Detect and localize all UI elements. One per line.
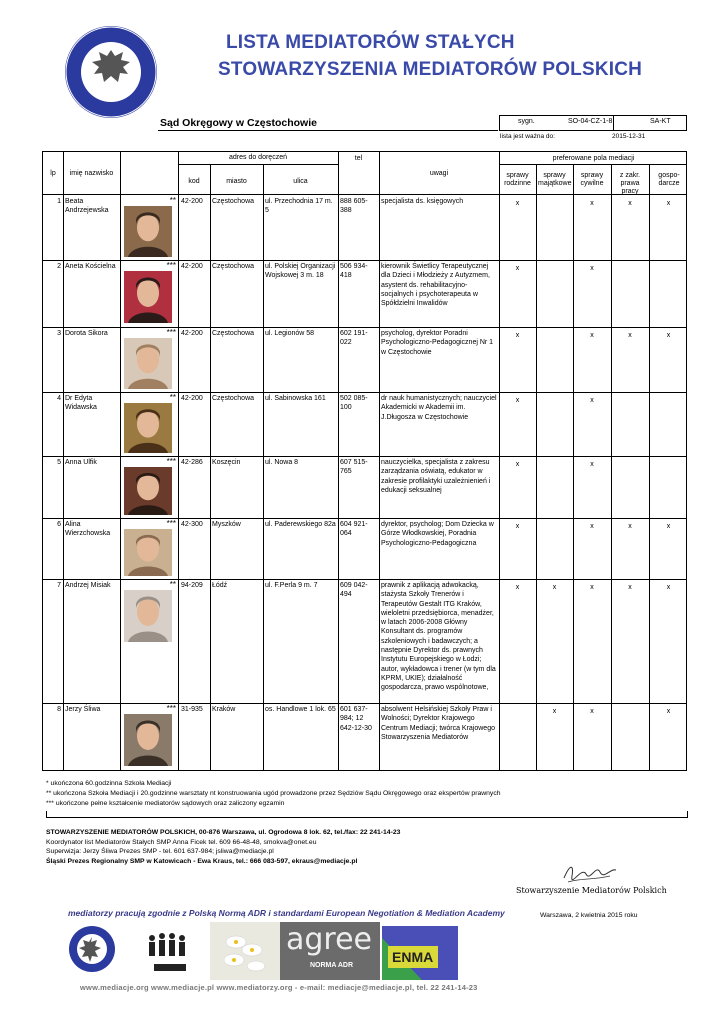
row-miasto: Częstochowa <box>212 263 255 270</box>
row-divider <box>43 260 686 261</box>
row-stars: ** <box>169 580 176 589</box>
row-stars: ** <box>169 196 176 205</box>
row-mark-3: x <box>590 200 594 207</box>
valid-label: lista jest ważna do: <box>500 133 555 140</box>
row-mark-5: x <box>666 523 671 530</box>
notes-divider <box>46 811 688 818</box>
row-mark-3: x <box>590 461 594 468</box>
row-mark-3: x <box>590 332 594 339</box>
row-name: Aneta Kościelna <box>65 263 116 270</box>
mediators-table <box>42 151 687 771</box>
row-kod: 42-200 <box>181 263 203 270</box>
row-miasto: Łódź <box>212 582 228 589</box>
row-lp: 5 <box>57 459 61 466</box>
header-pref-business: gospo- darcze <box>658 172 680 187</box>
row-mark-1: x <box>515 265 520 272</box>
row-lp: 2 <box>57 263 61 270</box>
row-tel: 604 921-064 <box>340 521 368 538</box>
row-uwagi: prawnik z aplikacją adwokacką, stażysta Szkoły Trenerów i Terapeutów Gestalt ITG Kraków, wieloletni przedsiębiorca, menadżer, w latach 2006-2008 Główny Konsultant ds. programów szkoleniowych i badawczych; a następnie Dyrektor ds. prawnych Instytutu Europejskiego w Łodzi; autor, wykładowca i trener (w tym dla KPRM, UKIE); działalność gospodarcza, prawo wspólnotowe, <box>381 582 496 692</box>
row-divider <box>43 579 686 580</box>
header-preferred-group: preferowane pola mediacji <box>552 155 635 162</box>
header-ulica: ulica <box>293 178 308 185</box>
sygn-value: SO-04-CZ-1-8 <box>568 118 613 125</box>
norma-text: NORMA ADR <box>310 962 354 969</box>
row-miasto: Myszków <box>212 521 241 528</box>
agree-text: agree <box>286 922 373 957</box>
row-mark-3: x <box>590 708 594 715</box>
row-stars: *** <box>166 328 176 337</box>
signature-box <box>499 115 687 131</box>
row-kod: 42-286 <box>181 459 203 466</box>
row-stars: *** <box>166 519 176 528</box>
row-mark-1: x <box>515 397 520 404</box>
row-tel: 506 934-418 <box>340 263 368 280</box>
row-tel: 502 085-100 <box>340 395 368 412</box>
row-name: Jerzy Śliwa <box>65 706 101 713</box>
standards-banner: mediatorzy pracują zgodnie z Polską Normą ADR i standardami European Negotiation & Mediation Academy <box>68 908 505 918</box>
row-mark-4: x <box>628 523 632 530</box>
row-stars: *** <box>166 261 176 270</box>
row-mark-1: x <box>515 200 520 207</box>
row-miasto: Częstochowa <box>212 330 255 337</box>
contact-line-1: STOWARZYSZENIE MEDIATORÓW POLSKICH, 00-876 Warszawa, ul. Ogrodowa 8 lok. 62, tel./fax: 22 241-14-23 <box>46 829 401 836</box>
row-name: Andrzej Misiak <box>65 582 111 589</box>
row-lp: 3 <box>57 330 61 337</box>
mediator-photo <box>124 529 172 576</box>
row-ulica: ul. F.Perla 9 m. 7 <box>265 582 318 589</box>
row-mark-3: x <box>590 397 594 404</box>
contact-line-2: Koordynator list Mediatorów Stałych SMP Anna Ficek tel. 609 66-48-48, smokva@onet.eu <box>46 838 317 846</box>
mediator-photo <box>124 206 172 257</box>
header-kod: kod <box>188 178 200 185</box>
header-name: imię nazwisko <box>69 170 114 177</box>
header-address-group: adres do doręczeń <box>229 154 287 161</box>
header-pref-civil: sprawy cywilne <box>580 172 604 187</box>
footnote-2: ** ukończona Szkoła Mediacji i 20.godzinne warsztaty nt konstruowania ugód prowadzone przez Sędziów Sądu Okręgowego oraz ekspertów prawnych <box>46 790 501 797</box>
row-stars: *** <box>166 704 176 713</box>
row-uwagi: dyrektor, psycholog; Dom Dziecka w Górze Włodkowskiej, Poradnia Psychologiczno-Pedagogiczna <box>381 521 494 547</box>
row-name: Dr Edyta Widawska <box>65 395 97 412</box>
row-mark-3: x <box>590 265 594 272</box>
row-ulica: ul. Legionów 58 <box>265 330 315 337</box>
row-miasto: Kraków <box>212 706 236 713</box>
court-underline <box>158 130 498 131</box>
mediator-photo <box>124 467 172 515</box>
contact-line-3: Superwizja: Jerzy Śliwa Prezes SMP - tel. 601 637-984; jsliwa@mediacje.pl <box>46 848 274 855</box>
row-divider <box>43 327 686 328</box>
row-mark-4: x <box>628 332 632 339</box>
row-name: Alina Wierzchowska <box>65 521 111 538</box>
sygn-label: sygn. <box>518 118 535 125</box>
contact-line-4: Śląski Prezes Regionalny SMP w Katowicach - Ewa Kraus, tel.: 666 083-597, ekraus@mediacje.pl <box>46 857 358 865</box>
row-kod: 94-209 <box>181 582 203 589</box>
row-stars: ** <box>169 393 176 402</box>
row-kod: 42-200 <box>181 198 203 205</box>
row-uwagi: psycholog, dyrektor Poradni Psychologiczno-Pedagogicznej Nr 1 w Częstochowie <box>381 330 494 356</box>
mediator-photo <box>124 338 172 389</box>
row-ulica: ul. Sabinowska 161 <box>265 395 326 402</box>
enma-logo <box>382 918 458 980</box>
row-mark-1: x <box>515 461 520 468</box>
row-lp: 7 <box>57 582 61 589</box>
row-ulica: ul. Paderewskiego 82a <box>265 521 336 528</box>
row-miasto: Koszęcin <box>212 459 241 466</box>
row-mark-5: x <box>666 584 671 591</box>
signature-org: Stowarzyszenie Mediatorów Polskich <box>516 886 667 895</box>
row-divider <box>43 703 686 704</box>
row-tel: 888 605-388 <box>340 198 368 215</box>
signature-date: Warszawa, 2 kwietnia 2015 roku <box>540 912 638 919</box>
header-pref-property: sprawy majątkowe <box>538 172 572 187</box>
header-pref-family: sprawy rodzinne <box>504 172 531 187</box>
header-miasto: miasto <box>226 178 247 185</box>
row-mark-3: x <box>590 523 594 530</box>
row-miasto: Częstochowa <box>212 395 255 402</box>
sygn-code: SA-KT <box>650 118 671 125</box>
row-mark-2: x <box>552 708 557 715</box>
row-kod: 42-200 <box>181 395 203 402</box>
row-kod: 42-300 <box>181 521 203 528</box>
row-mark-1: x <box>515 332 520 339</box>
enma-text: ENMA <box>392 949 434 965</box>
row-uwagi: specjalista ds. księgowych <box>381 198 464 205</box>
row-uwagi: kierownik Świetlicy Terapeutycznej dla Dzieci i Młodzieży z Autyzmem, asystent ds. rehabilitacyjno-socjalnych i psychoterapeuta w Spółdzielni Inwalidów <box>381 263 490 308</box>
row-mark-5: x <box>666 200 671 207</box>
contact-info <box>46 828 400 866</box>
row-mark-5: x <box>666 708 671 715</box>
web-links: www.mediacje.org www.mediacje.pl www.mediatorzy.org - e-mail: mediacje@mediacje.pl, tel. 22 241-14-23 <box>80 983 478 992</box>
eagle-logo <box>68 924 116 974</box>
agree-banner <box>210 922 380 980</box>
row-tel: 607 515-765 <box>340 459 368 476</box>
row-stars: *** <box>166 457 176 466</box>
row-ulica: ul. Przechodnia 17 m. 5 <box>265 198 333 215</box>
page-title-line2: STOWARZYSZENIA MEDIATORÓW POLSKICH <box>218 59 643 80</box>
row-lp: 4 <box>57 395 61 402</box>
row-mark-4: x <box>628 584 632 591</box>
row-divider <box>43 518 686 519</box>
mediator-photo <box>124 271 172 323</box>
row-mark-4: x <box>628 200 632 207</box>
court-name: Sąd Okręgowy w Częstochowie <box>160 117 317 129</box>
row-lp: 8 <box>57 706 61 713</box>
row-mark-1: x <box>515 523 520 530</box>
row-lp: 1 <box>57 198 61 205</box>
header-lp: lp <box>50 170 56 177</box>
row-uwagi: nauczycielka, specjalista z zakresu zarządzania oświatą, edukator w zakresie profilaktyki uzależnienień i edukacji seksualnej <box>381 459 491 494</box>
row-name: Beata Andrzejewska <box>65 198 109 215</box>
row-tel: 601 637-984; 12 642-12-30 <box>340 706 372 732</box>
row-divider <box>43 392 686 393</box>
row-uwagi: dr nauk humanistycznych; nauczyciel Akademicki w Akademii im. J.Długosza w Częstochowie <box>381 395 497 421</box>
row-mark-3: x <box>590 584 594 591</box>
row-uwagi: absolwent Helsińskiej Szkoły Praw i Wolności; Dyrektor Krajowego Centrum Mediacji; twórca Krajowego Stowarzyszenia Mediatorów <box>381 706 495 741</box>
row-tel: 602 191-022 <box>340 330 368 347</box>
row-kod: 42-200 <box>181 330 203 337</box>
row-name: Dorota Sikora <box>65 330 108 337</box>
footnotes <box>46 779 501 809</box>
row-ulica: ul. Polskiej Organizacji Wojskowej 3 m. 18 <box>265 263 336 280</box>
mediator-photo <box>124 590 172 642</box>
row-ulica: os. Handlowe 1 lok. 65 <box>265 706 336 713</box>
page-title-line1: LISTA MEDIATORÓW STAŁYCH <box>226 32 515 53</box>
association-logo <box>62 24 160 120</box>
row-tel: 609 042-494 <box>340 582 368 599</box>
row-miasto: Częstochowa <box>212 198 255 205</box>
mediator-photo <box>124 403 172 453</box>
row-ulica: ul. Nowa 8 <box>265 459 299 466</box>
row-mark-5: x <box>666 332 671 339</box>
mediator-photo <box>124 714 172 766</box>
row-mark-2: x <box>552 584 557 591</box>
row-mark-1: x <box>515 584 520 591</box>
row-name: Anna Ulfik <box>65 459 97 466</box>
row-lp: 6 <box>57 521 61 528</box>
unia-logo <box>140 930 200 974</box>
row-kod: 31-935 <box>181 706 203 713</box>
header-tel: tel <box>354 155 363 162</box>
header-pref-labour: z zakr. prawa pracy <box>619 172 641 195</box>
header-uwagi: uwagi <box>429 170 449 177</box>
valid-date: 2015-12-31 <box>612 133 646 140</box>
footnote-1: * ukończona 60.godzinna Szkoła Mediacji <box>46 780 172 787</box>
footnote-3: *** ukończone pełne kształcenie mediatorów sądowych oraz zaliczony egzamin <box>46 800 285 807</box>
row-divider <box>43 456 686 457</box>
